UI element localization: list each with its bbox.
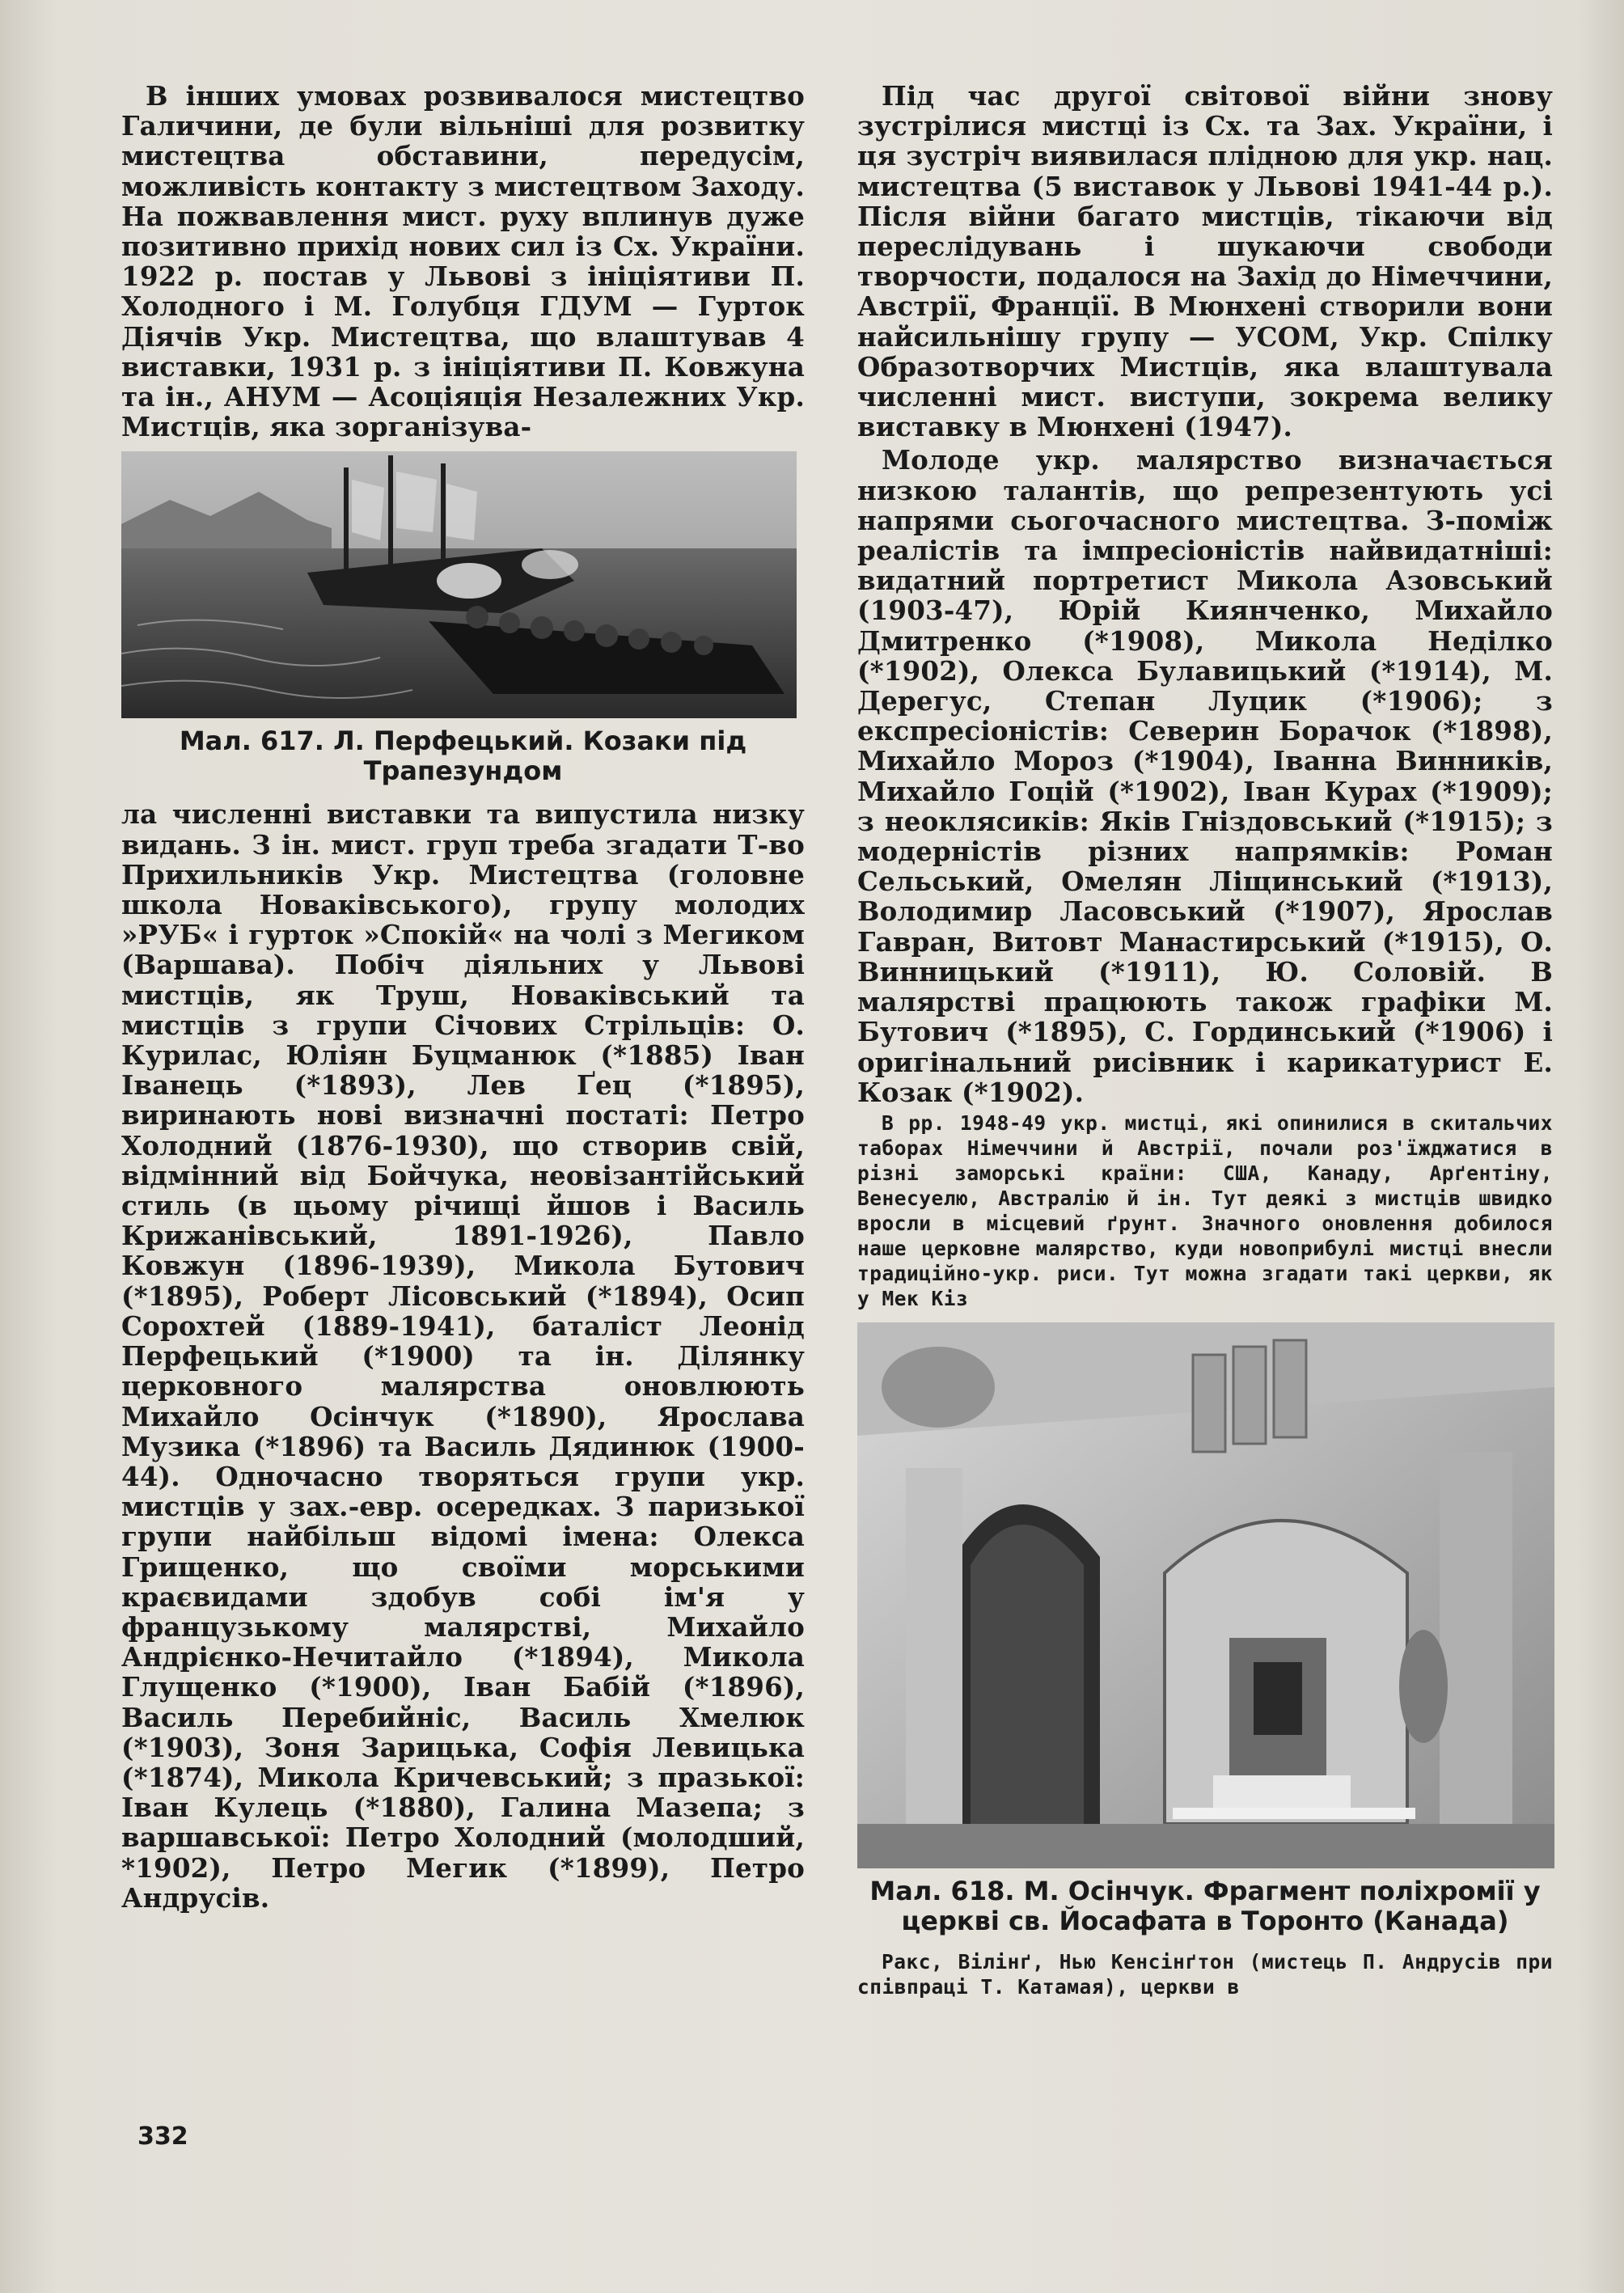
right-paragraph-4-small: Ракс, Вілінґ, Нью Кенсінґтон (мистець П. Андрусів при співпраці Т. Катамая), церкви в — [857, 1949, 1553, 1999]
right-paragraph-3-small: В рр. 1948-49 укр. мистці, які опинилися в скитальчих таборах Німеччини й Австрії, почали роз'їжджатися в різні заморські країни: США, Канаду, Арґентіну, Венесуелю, Австралію й ін. Тут деякі з мистців швидко вросли в місцевий ґрунт. Значного оновлення добилося наше церковне малярство, куди новоприбулі мистці внесли традиційно-укр. риси. Тут можна згадати такі церкви, як у Мек Кіз — [857, 1111, 1553, 1310]
right-column — [857, 81, 1553, 1999]
left-column — [121, 81, 805, 1916]
figure-618-caption: Мал. 618. М. Осінчук. Фрагмент поліхромії у церкві св. Йосафата в Торонто (Канада) — [869, 1875, 1541, 1936]
right-paragraph-2: Молоде укр. малярство визначається низкою талантів, що репрезентують усі напрями сьогочасного мистецтва. З-поміж реалістів та імпресіоністів найвидатніші: видатний портретист Микола Азовський (1903-47), Юрій Киянченко, Михайло Дмитренко (*1908), Микола Неділко (*1902), Олекса Булавицький (*1914), М. Дерегус, Степан Луцик (*1906); з експресіоністів: Северин Борачок (*1898), Михайло Мороз (*1904), Іванна Винників, Михайло Гоцій (*1902), Іван Курах (*1909); з неоклясиків: Яків Гніздовський (*1915); з модерністів різних напрямків: Роман Сельський, Омелян Ліщинський (*1913), Володимир Ласовський (*1907), Ярослав Гавран, Витовт Манастирський (*1915), О. Винницький (*1911), Ю. Соловій. В малярстві працюють також графіки М. Бутович (*1895), С. Гординський (*1906) і оригінальний рисівник і карикатурист Е. Козак (*1902). — [857, 444, 1553, 1108]
left-paragraph-1: В інших умовах розвивалося мистецтво Галичини, де були вільніші для розвитку мистецтва обставини, передусім, можливість контакту з мистецтвом Заходу. На пожвавлення мист. руху вплинув дуже позитивно прихід нових сил із Сх. України. 1922 р. постав у Львові з ініціятиви П. Холодного і М. Голубця ГДУМ — Гурток Діячів Укр. Мистецтва, що влаштував 4 виставки, 1931 р. з ініціятиви П. Ковжуна та ін., АНУМ — Асоціяція Незалежних Укр. Мистців, яка зорганізува- — [121, 80, 805, 443]
cossacks-painting-image — [121, 451, 797, 718]
right-paragraph-1: Під час другої світової війни знову зустрілися мистці із Сх. та Зах. України, і ця зустріч виявилася плідною для укр. нац. мистецтва (5 виставок у Львові 1941-44 р.). Після війни багато мистців, тікаючи від переслідувань і шукаючи свободи творчости, подалося на Захід до Німеччини, Австрії, Франції. В Мюнхені створили вони найсильнішу групу — УСОМ, Укр. Спілку Образотворчих Мистців, яка влаштувала численні мист. виступи, зокрема велику виставку в Мюнхені (1947). — [857, 80, 1553, 443]
figure-617-cossacks-painting — [121, 451, 797, 718]
left-paragraph-2: ла численні виставки та випустила низку видань. З ін. мист. груп треба згадати Т-во Прихильників Укр. Мистецтва (головне школа Новаківського), групу молодих »РУБ« і гурток »Спокій« на чолі з Мегиком (Варшава). Побіч діяльних у Львові мистців, як Труш, Новаківський та мистців з групи Січових Стрільців: О. Курилас, Юліян Буцманюк (*1885) Іван Іванець (*1893), Лев Ґец (*1895), виринають нові визначні постаті: Петро Холодний (1876-1930), що створив свій, відмінний від Бойчука, неовізантійський стиль (в цьому річищі йшов і Василь Крижанівський, 1891-1926), Павло Ковжун (1896-1939), Микола Бутович (*1895), Роберт Лісовський (*1894), Осип Сорохтей (1889-1941), баталіст Леонід Перфецький (*1900) та ін. Ділянку церковного малярства оновлюють Михайло Осінчук (*1890), Ярослава Музика (*1896) та Василь Дядинюк (1900-44). Одночасно творяться групи укр. мистців у зах.-евр. осередках. З паризької групи найбільш відомі імена: Олекса Грищенко, що своїми морськими краєвидами здобув собі ім'я у французькому малярстві, Михайло Андрієнко-Нечитайло (*1894), Микола Глущенко (*1900), Іван Бабій (*1896), Василь Перебийніс, Василь Хмелюк (*1903), Зоня Зарицька, Софія Левицька (*1874), Микола Кричевський; з празької: Іван Кулець (*1880), Галина Мазепа; з варшавської: Петро Холодний (молодший, *1902), Петро Мегик (*1899), Петро Андрусів. — [121, 798, 805, 1914]
church-interior-image — [857, 1322, 1554, 1868]
figure-618-church-polychromy-photo — [857, 1322, 1554, 1868]
page-number: 332 — [137, 2122, 188, 2151]
figure-617-caption: Мал. 617. Л. Перфецький. Козаки під Трапезундом — [179, 726, 747, 787]
